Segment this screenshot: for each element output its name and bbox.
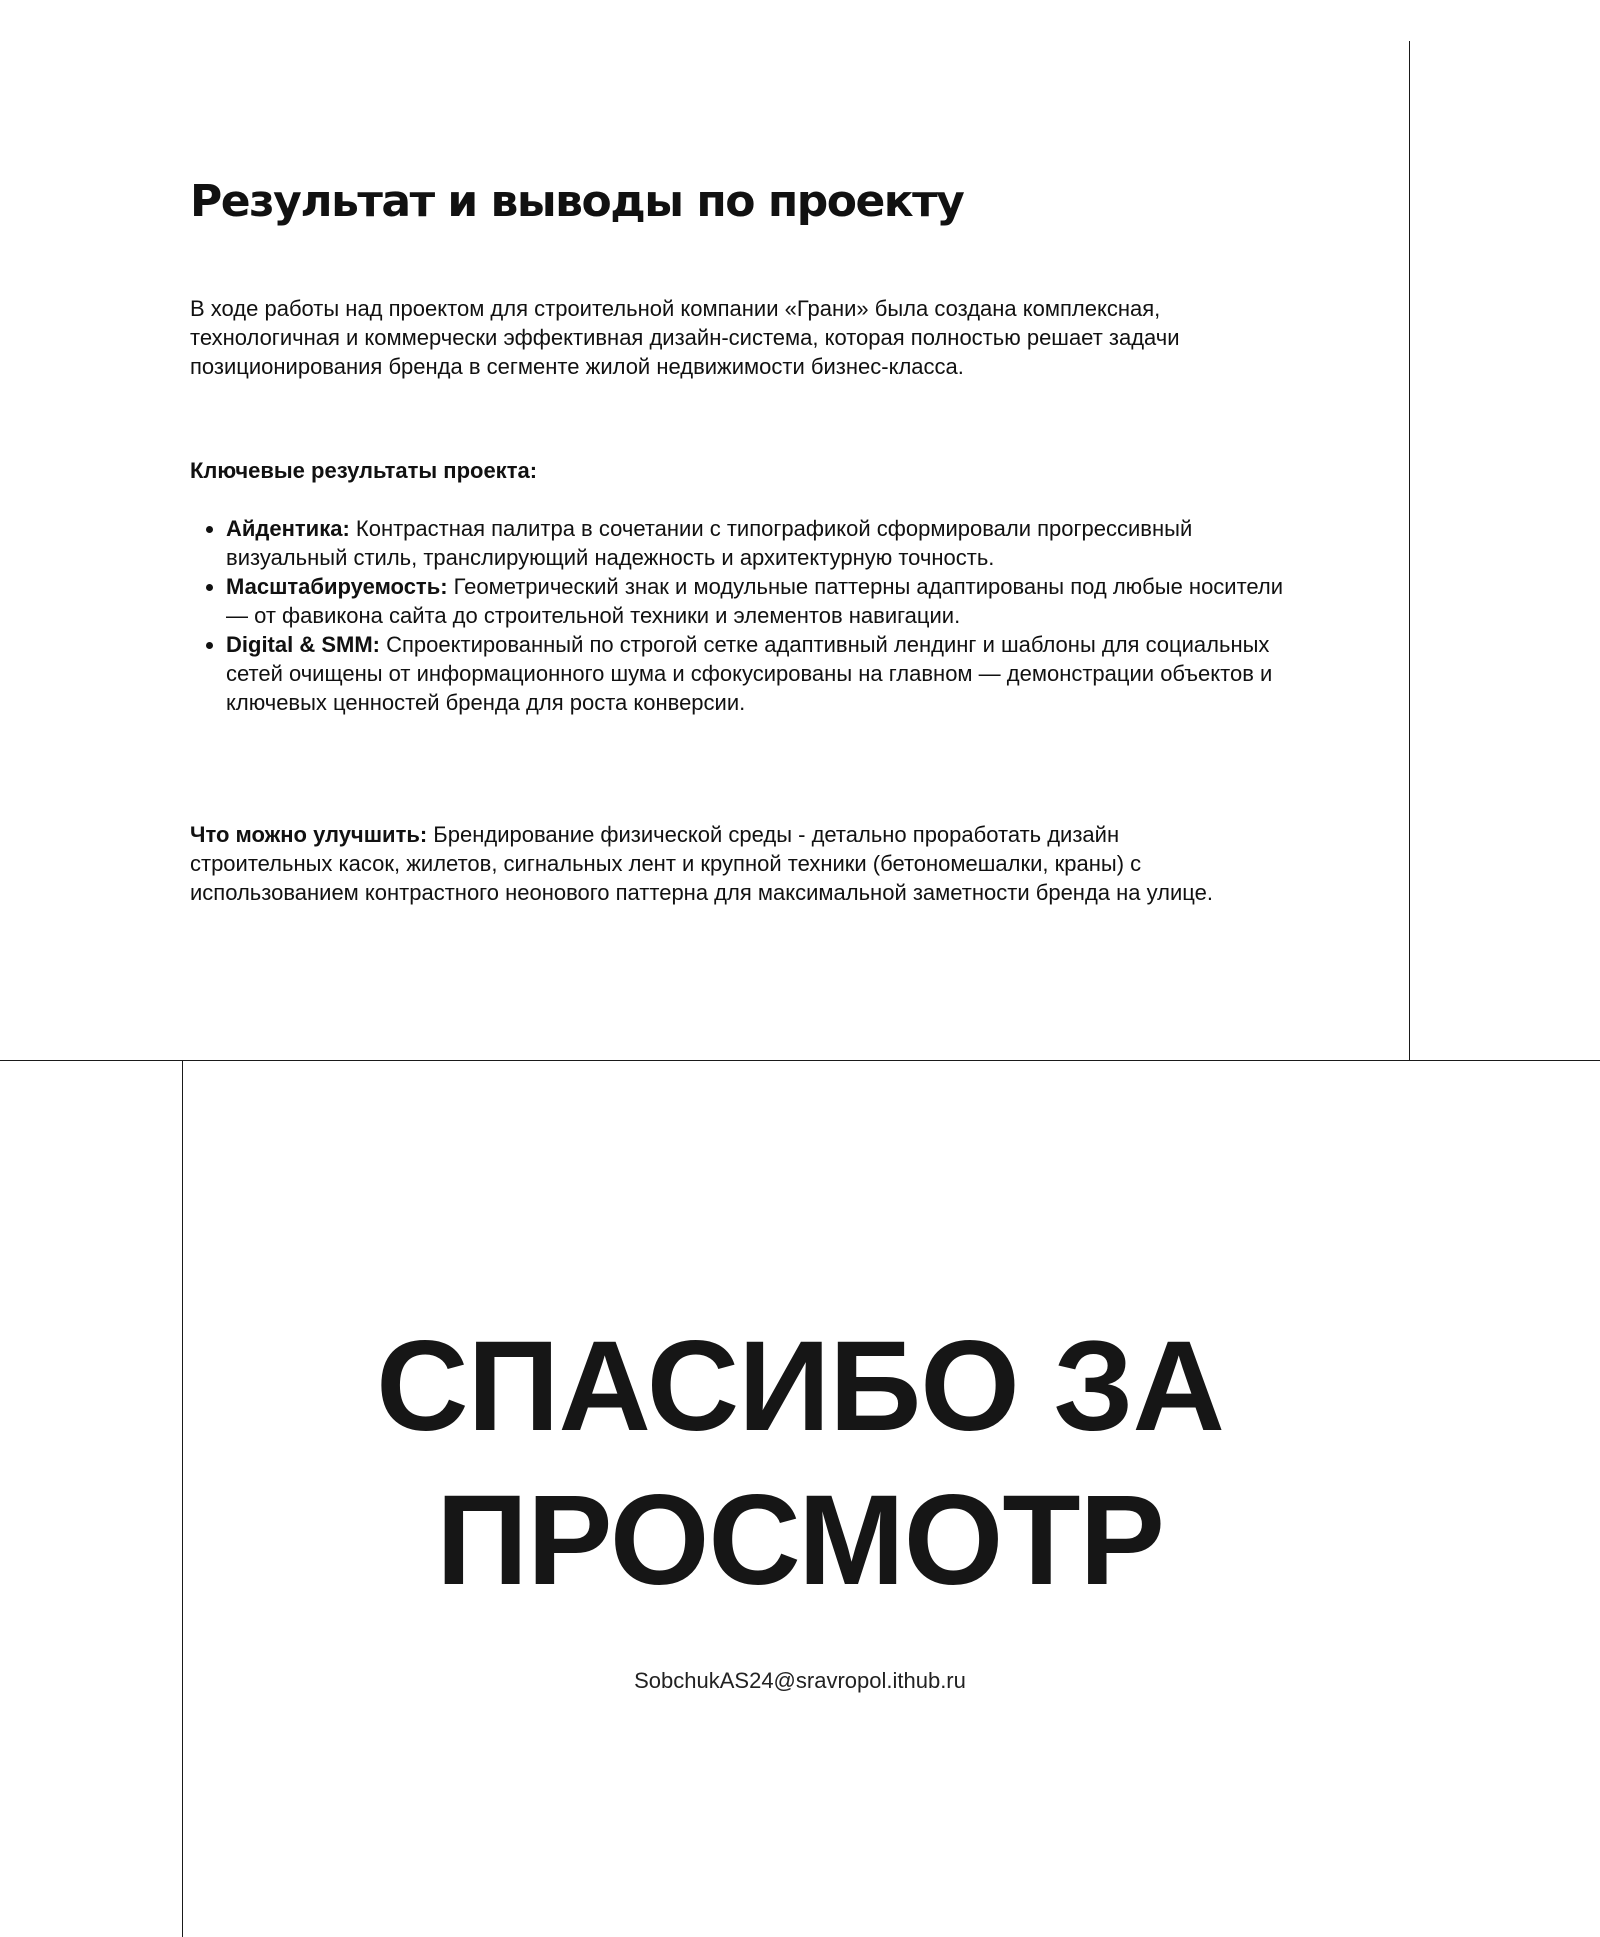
improvement-paragraph	[190, 820, 1250, 907]
list-item	[226, 572, 1286, 630]
list-item-label: Масштабируемость:	[226, 574, 448, 599]
list-item	[226, 514, 1286, 572]
thanks-line-1: СПАСИБО ЗА	[376, 1315, 1224, 1458]
list-item-text: Контрастная палитра в сочетании с типографикой сформировали прогрессивный визуальный стиль, транслирующий надежность и архитектурную точность.	[226, 516, 1193, 570]
contact-email: SobchukAS24@sravropol.ithub.ru	[634, 1668, 966, 1693]
list-item	[226, 630, 1286, 717]
list-item-text: Спроектированный по строгой сетке адаптивный лендинг и шаблоны для социальных сетей очищены от информационного шума и сфокусированы на главном — демонстрации объектов и ключевых ценностей бренда для роста конверсии.	[226, 632, 1273, 715]
list-item-text: Геометрический знак и модульные паттерны адаптированы под любые носители — от фавикона сайта до строительной техники и элементов навигации.	[226, 574, 1284, 628]
improvement-text: Брендирование физической среды - детально проработать дизайн строительных касок, жилетов, сигнальных лент и крупной техники (бетономешалки, краны) с использованием контрастного неонового паттерна для максимальной заметности бренда на улице.	[190, 822, 1213, 905]
intro-paragraph: В ходе работы над проектом для строительной компании «Грани» была создана комплексная, технологичная и коммерчески эффективная дизайн-система, которая полностью решает задачи позиционирования бренда в сегменте жилой недвижимости бизнес-класса.	[190, 296, 1180, 379]
page-title: Результат и выводы по проекту	[190, 176, 964, 227]
improvement-label: Что можно улучшить:	[190, 822, 428, 847]
thanks-line-2: ПРОСМОТР	[436, 1469, 1164, 1612]
results-section	[190, 172, 1284, 905]
list-item-label: Digital & SMM:	[226, 632, 380, 657]
key-results-list	[190, 514, 1286, 717]
key-results-heading: Ключевые результаты проекта:	[190, 458, 538, 483]
thanks-heading	[0, 1310, 1600, 1618]
vertical-divider-right	[1409, 41, 1410, 1061]
list-item-label: Айдентика:	[226, 516, 350, 541]
horizontal-divider	[0, 1060, 1600, 1061]
